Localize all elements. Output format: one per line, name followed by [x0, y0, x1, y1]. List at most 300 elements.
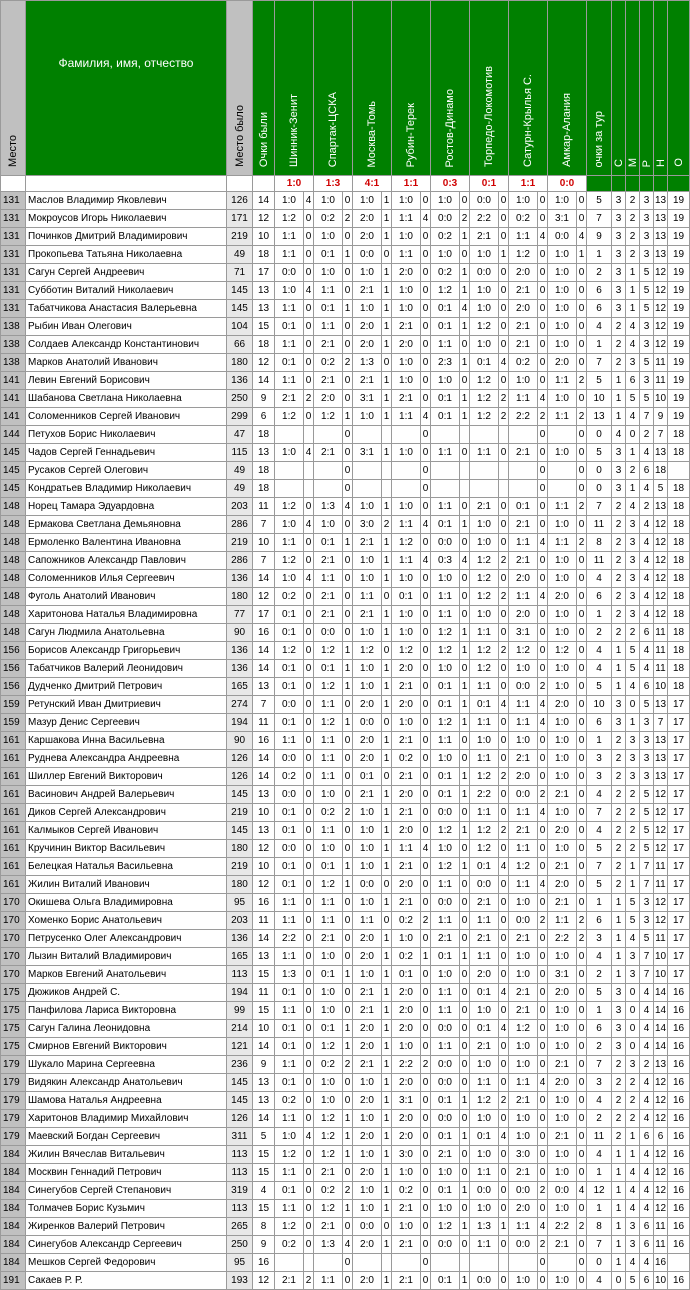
stat-cell: 17 [668, 876, 690, 894]
prediction-cell: 2:0 [392, 984, 421, 1002]
stat-header-n: Н [654, 1, 668, 176]
prediction-points-cell: 0 [538, 660, 548, 678]
stat-cell: 5 [640, 354, 654, 372]
prediction-cell: 0:1 [275, 876, 304, 894]
stat-cell: 14 [654, 1002, 668, 1020]
prediction-cell [509, 1254, 538, 1272]
prediction-points-cell: 0 [343, 552, 353, 570]
prediction-cell: 0:2 [431, 228, 460, 246]
prediction-points-cell: 0 [460, 1020, 470, 1038]
prev-place-cell: 250 [227, 390, 253, 408]
tour-points-cell: 11 [587, 516, 612, 534]
prediction-points-cell: 2 [421, 912, 431, 930]
stat-cell: 10 [654, 1272, 668, 1290]
prev-place-cell: 250 [227, 1236, 253, 1254]
stat-cell: 3 [612, 282, 626, 300]
prediction-points-cell: 2 [577, 372, 587, 390]
prediction-points-cell: 4 [577, 228, 587, 246]
tour-points-cell: 7 [587, 1056, 612, 1074]
prediction-points-cell: 1 [382, 444, 392, 462]
prediction-points-cell: 4 [538, 1074, 548, 1092]
prediction-points-cell: 0 [538, 642, 548, 660]
prediction-cell: 1:0 [353, 858, 382, 876]
prediction-cell: 1:1 [314, 1272, 343, 1290]
prev-points-cell: 15 [253, 318, 275, 336]
prediction-cell: 2:2 [470, 210, 499, 228]
prediction-points-cell [499, 426, 509, 444]
name-cell: Солдаев Александр Константинович [26, 336, 227, 354]
prediction-cell: 0:2 [275, 768, 304, 786]
tour-points-cell: 7 [587, 354, 612, 372]
prediction-cell: 1:2 [353, 642, 382, 660]
stat-cell: 3 [640, 192, 654, 210]
stat-cell: 1 [626, 876, 640, 894]
prev-place-cell: 115 [227, 444, 253, 462]
prev-place-cell: 49 [227, 462, 253, 480]
stat-cell: 3 [626, 354, 640, 372]
prediction-cell: 2:1 [509, 444, 538, 462]
stat-cell: 2 [640, 1056, 654, 1074]
stat-cell: 16 [668, 1218, 690, 1236]
tour-points-cell: 1 [587, 606, 612, 624]
prediction-cell: 2:0 [548, 588, 577, 606]
prediction-points-cell: 0 [577, 282, 587, 300]
tour-points-cell: 1 [587, 732, 612, 750]
prev-points-cell: 18 [253, 426, 275, 444]
stat-cell: 2 [626, 210, 640, 228]
table-row [1, 714, 690, 732]
stat-cell: 3 [626, 534, 640, 552]
name-cell: Фуголь Анатолий Иванович [26, 588, 227, 606]
prediction-points-cell: 1 [460, 1218, 470, 1236]
name-cell: Жилин Вячеслав Витальевич [26, 1146, 227, 1164]
prediction-points-cell: 0 [460, 930, 470, 948]
stat-cell: 17 [668, 930, 690, 948]
prediction-cell: 1:0 [548, 1164, 577, 1182]
prediction-cell: 1:0 [431, 750, 460, 768]
prev-place-cell: 145 [227, 1092, 253, 1110]
prediction-points-cell: 0 [382, 768, 392, 786]
stat-cell: 2 [612, 732, 626, 750]
prediction-points-cell: 0 [538, 318, 548, 336]
prediction-points-cell: 1 [382, 1272, 392, 1290]
prediction-cell: 2:0 [392, 660, 421, 678]
table-row [1, 1056, 690, 1074]
prediction-cell: 2:0 [353, 336, 382, 354]
prediction-cell: 1:0 [548, 804, 577, 822]
prediction-points-cell: 0 [421, 1092, 431, 1110]
table-row [1, 480, 690, 498]
place-cell: 175 [1, 1038, 26, 1056]
prediction-points-cell: 0 [577, 1110, 587, 1128]
stat-header-o: О [668, 1, 690, 176]
name-cell: Белецкая Наталья Васильевна [26, 858, 227, 876]
prev-place-cell: 113 [227, 1164, 253, 1182]
prediction-points-cell: 1 [382, 318, 392, 336]
prediction-cell: 2:1 [314, 1164, 343, 1182]
prediction-cell: 1:2 [314, 1200, 343, 1218]
tour-points-cell: 6 [587, 588, 612, 606]
prediction-points-cell: 0 [343, 750, 353, 768]
prediction-cell [548, 480, 577, 498]
prev-points-cell: 15 [253, 1146, 275, 1164]
prediction-cell: 1:2 [509, 858, 538, 876]
tour-points-cell: 8 [587, 1218, 612, 1236]
name-cell: Сагун Сергей Андреевич [26, 264, 227, 282]
table-row [1, 300, 690, 318]
prediction-cell: 0:0 [275, 840, 304, 858]
prediction-cell: 2:1 [392, 858, 421, 876]
prediction-points-cell: 0 [538, 966, 548, 984]
prediction-cell: 2:0 [548, 984, 577, 1002]
tour-points-cell: 7 [587, 1236, 612, 1254]
prediction-points-cell: 2 [460, 210, 470, 228]
prediction-points-cell: 0 [421, 660, 431, 678]
prediction-cell: 0:2 [392, 948, 421, 966]
prediction-cell: 1:0 [353, 1200, 382, 1218]
prev-place-cell: 136 [227, 570, 253, 588]
match-result: 1:1 [509, 176, 548, 192]
prediction-cell: 1:0 [470, 282, 499, 300]
name-cell: Рыбин Иван Олегович [26, 318, 227, 336]
stat-cell: 4 [640, 588, 654, 606]
prediction-cell: 1:1 [548, 912, 577, 930]
prediction-cell: 2:0 [509, 570, 538, 588]
prediction-points-cell: 2 [304, 390, 314, 408]
stat-cell: 2 [626, 246, 640, 264]
tour-points-cell: 8 [587, 534, 612, 552]
prediction-points-cell: 0 [343, 732, 353, 750]
prediction-cell: 1:2 [314, 1128, 343, 1146]
prediction-points-cell: 0 [421, 606, 431, 624]
place-cell: 159 [1, 696, 26, 714]
prediction-cell: 1:0 [314, 840, 343, 858]
tour-points-cell: 5 [587, 444, 612, 462]
prediction-points-cell: 4 [538, 876, 548, 894]
prediction-cell [314, 480, 343, 498]
prediction-cell: 0:0 [353, 876, 382, 894]
stat-cell: 4 [640, 1020, 654, 1038]
prediction-cell: 1:2 [314, 1110, 343, 1128]
stat-cell: 5 [626, 642, 640, 660]
prediction-points-cell: 4 [538, 696, 548, 714]
place-cell: 144 [1, 426, 26, 444]
stat-cell: 16 [668, 1182, 690, 1200]
tour-points-cell: 2 [587, 1110, 612, 1128]
prev-points-header: Очки были [253, 1, 275, 176]
table-row [1, 552, 690, 570]
prediction-cell: 0:2 [275, 1092, 304, 1110]
prediction-cell: 1:0 [548, 768, 577, 786]
stat-cell: 0 [612, 1272, 626, 1290]
prediction-points-cell: 0 [304, 750, 314, 768]
prediction-points-cell: 1 [382, 786, 392, 804]
table-row [1, 210, 690, 228]
prev-place-cell: 90 [227, 624, 253, 642]
stat-cell: 1 [626, 714, 640, 732]
stat-cell: 7 [640, 948, 654, 966]
prev-points-cell: 14 [253, 642, 275, 660]
prediction-points-cell: 0 [304, 1110, 314, 1128]
prediction-cell: 1:1 [509, 588, 538, 606]
prediction-points-cell: 0 [499, 1074, 509, 1092]
prev-place-cell: 165 [227, 678, 253, 696]
prediction-cell: 0:0 [431, 210, 460, 228]
prev-points-cell: 16 [253, 624, 275, 642]
stat-cell: 18 [668, 444, 690, 462]
prediction-cell: 2:0 [392, 336, 421, 354]
prediction-cell: 2:1 [470, 1038, 499, 1056]
stat-cell: 3 [626, 750, 640, 768]
prediction-cell: 0:1 [470, 1020, 499, 1038]
stat-cell: 3 [640, 372, 654, 390]
prediction-points-cell: 0 [499, 282, 509, 300]
stat-cell: 2 [612, 534, 626, 552]
prev-points-cell: 11 [253, 984, 275, 1002]
prev-place-cell: 136 [227, 642, 253, 660]
stat-cell: 2 [626, 804, 640, 822]
prediction-points-cell: 4 [460, 552, 470, 570]
table-row [1, 840, 690, 858]
prev-place-cell: 180 [227, 840, 253, 858]
prediction-cell: 2:0 [392, 264, 421, 282]
prediction-points-cell: 0 [421, 714, 431, 732]
prev-points-cell: 13 [253, 786, 275, 804]
prediction-cell: 2:1 [275, 390, 304, 408]
prev-points-cell: 15 [253, 966, 275, 984]
prediction-points-cell: 1 [382, 858, 392, 876]
prediction-points-cell: 0 [460, 498, 470, 516]
prediction-cell: 1:0 [548, 318, 577, 336]
name-cell: Ермоленко Валентина Ивановна [26, 534, 227, 552]
tour-points-cell: 12 [587, 1182, 612, 1200]
tour-points-cell: 2 [587, 966, 612, 984]
table-row [1, 1236, 690, 1254]
stat-cell: 7 [654, 714, 668, 732]
prediction-points-cell: 1 [382, 696, 392, 714]
prediction-points-cell: 0 [460, 336, 470, 354]
prediction-points-cell: 1 [460, 642, 470, 660]
prediction-cell: 1:0 [548, 606, 577, 624]
prediction-cell: 0:1 [431, 1128, 460, 1146]
prediction-cell: 1:2 [275, 408, 304, 426]
prediction-cell: 1:2 [470, 372, 499, 390]
prediction-cell: 1:1 [314, 318, 343, 336]
prediction-cell: 2:1 [314, 336, 343, 354]
stat-cell: 3 [626, 966, 640, 984]
stat-cell: 2 [612, 768, 626, 786]
table-row [1, 462, 690, 480]
prediction-cell: 1:1 [509, 228, 538, 246]
prediction-points-cell: 2 [577, 912, 587, 930]
prev-place-cell: 126 [227, 750, 253, 768]
prediction-points-cell: 1 [460, 228, 470, 246]
stat-cell: 2 [626, 462, 640, 480]
prediction-cell: 2:1 [353, 1002, 382, 1020]
prediction-cell: 1:0 [353, 678, 382, 696]
stat-cell: 4 [640, 1146, 654, 1164]
table-row [1, 768, 690, 786]
stat-cell: 1 [612, 408, 626, 426]
prediction-cell: 0:2 [392, 912, 421, 930]
prediction-cell: 2:1 [392, 1236, 421, 1254]
prediction-cell: 0:0 [509, 678, 538, 696]
prediction-cell: 0:0 [431, 1074, 460, 1092]
prediction-points-cell: 4 [421, 516, 431, 534]
table-row [1, 426, 690, 444]
prediction-points-cell: 2 [304, 1272, 314, 1290]
prediction-points-cell: 0 [499, 210, 509, 228]
stat-cell: 5 [640, 300, 654, 318]
stat-cell: 5 [626, 894, 640, 912]
prediction-points-cell: 1 [382, 1146, 392, 1164]
prediction-cell: 2:1 [353, 984, 382, 1002]
prediction-points-cell: 0 [577, 840, 587, 858]
prediction-cell: 2:1 [548, 1236, 577, 1254]
prediction-cell: 1:2 [314, 1038, 343, 1056]
stat-cell: 5 [626, 1272, 640, 1290]
stat-cell: 4 [640, 1200, 654, 1218]
prediction-points-cell: 0 [460, 192, 470, 210]
stat-cell: 2 [612, 1056, 626, 1074]
tour-points-cell: 7 [587, 210, 612, 228]
prev-points-cell: 9 [253, 1056, 275, 1074]
prev-points-cell: 14 [253, 750, 275, 768]
tour-points-cell: 1 [587, 894, 612, 912]
prev-points-cell: 15 [253, 1002, 275, 1020]
prev-points-cell: 12 [253, 876, 275, 894]
stat-cell: 18 [668, 534, 690, 552]
prediction-points-cell: 2 [499, 768, 509, 786]
prediction-cell: 1:0 [509, 1110, 538, 1128]
name-cell: Маслов Владимир Яковлевич [26, 192, 227, 210]
prediction-cell: 0:2 [431, 264, 460, 282]
stat-cell: 19 [668, 210, 690, 228]
prediction-points-cell: 0 [538, 210, 548, 228]
stat-cell: 16 [668, 1074, 690, 1092]
prediction-points-cell: 0 [499, 930, 509, 948]
prediction-points-cell: 0 [499, 570, 509, 588]
prediction-cell: 0:1 [392, 588, 421, 606]
prev-points-cell: 18 [253, 336, 275, 354]
stat-cell: 3 [640, 768, 654, 786]
place-cell: 131 [1, 246, 26, 264]
stat-cell: 3 [612, 1020, 626, 1038]
prediction-cell: 0:2 [275, 588, 304, 606]
prediction-cell: 1:1 [314, 768, 343, 786]
prediction-points-cell: 0 [343, 1254, 353, 1272]
prediction-cell: 1:0 [392, 1164, 421, 1182]
prediction-points-cell: 4 [421, 840, 431, 858]
prediction-cell: 1:0 [392, 1038, 421, 1056]
stat-cell: 4 [640, 660, 654, 678]
place-cell: 179 [1, 1128, 26, 1146]
stat-cell: 2 [626, 822, 640, 840]
stat-cell: 2 [612, 498, 626, 516]
table-row [1, 930, 690, 948]
stat-cell: 11 [654, 1236, 668, 1254]
stat-cell: 4 [640, 444, 654, 462]
stat-cell: 11 [654, 1218, 668, 1236]
prediction-cell: 1:0 [548, 624, 577, 642]
prediction-cell: 1:0 [353, 894, 382, 912]
prediction-cell: 1:0 [314, 264, 343, 282]
prev-points-cell: 12 [253, 354, 275, 372]
prediction-points-cell: 1 [460, 678, 470, 696]
prediction-points-cell [460, 426, 470, 444]
name-cell: Марков Евгений Анатольевич [26, 966, 227, 984]
prediction-cell: 0:1 [314, 966, 343, 984]
stat-cell: 9 [654, 408, 668, 426]
prediction-points-cell: 0 [577, 1236, 587, 1254]
stat-cell: 2 [612, 624, 626, 642]
prediction-points-cell: 0 [421, 372, 431, 390]
prev-points-cell: 16 [253, 894, 275, 912]
place-cell: 141 [1, 390, 26, 408]
prediction-cell: 1:0 [548, 1200, 577, 1218]
stat-cell: 2 [612, 1110, 626, 1128]
prediction-cell: 1:2 [275, 1146, 304, 1164]
table-row [1, 696, 690, 714]
prediction-points-cell: 0 [538, 840, 548, 858]
prediction-points-cell: 0 [538, 570, 548, 588]
prediction-cell [431, 462, 460, 480]
prediction-cell: 0:0 [353, 246, 382, 264]
prediction-points-cell: 0 [499, 804, 509, 822]
prediction-cell: 2:0 [509, 768, 538, 786]
prediction-points-cell [304, 1254, 314, 1272]
prediction-points-cell: 0 [421, 966, 431, 984]
prediction-points-cell: 0 [460, 1110, 470, 1128]
prediction-points-cell: 1 [382, 1056, 392, 1074]
prediction-cell: 2:1 [509, 1164, 538, 1182]
prediction-cell: 1:1 [314, 912, 343, 930]
prediction-points-cell: 0 [499, 192, 509, 210]
prediction-points-cell: 0 [538, 930, 548, 948]
prediction-cell: 3:0 [392, 1146, 421, 1164]
prediction-points-cell: 1 [343, 642, 353, 660]
prediction-cell: 0:1 [275, 858, 304, 876]
prediction-cell: 2:1 [314, 588, 343, 606]
stat-cell: 11 [654, 624, 668, 642]
stat-cell: 2 [612, 354, 626, 372]
prediction-cell: 1:0 [470, 246, 499, 264]
prediction-points-cell: 0 [343, 570, 353, 588]
prediction-cell: 1:1 [314, 696, 343, 714]
prediction-points-cell: 0 [499, 948, 509, 966]
tour-points-cell: 6 [587, 714, 612, 732]
prediction-cell: 2:1 [509, 1092, 538, 1110]
prediction-points-cell: 0 [499, 732, 509, 750]
prediction-points-cell: 0 [538, 426, 548, 444]
prediction-cell: 2:1 [548, 894, 577, 912]
stat-cell: 2 [612, 516, 626, 534]
name-cell: Видякин Александр Анатольевич [26, 1074, 227, 1092]
prediction-points-cell: 0 [460, 840, 470, 858]
prediction-cell: 2:1 [470, 894, 499, 912]
prediction-points-cell: 4 [499, 696, 509, 714]
prediction-cell: 1:1 [353, 912, 382, 930]
prediction-points-cell: 0 [343, 786, 353, 804]
prediction-cell: 1:1 [470, 678, 499, 696]
stat-cell: 3 [612, 696, 626, 714]
prediction-points-cell: 0 [460, 1038, 470, 1056]
prediction-points-cell: 0 [421, 192, 431, 210]
place-cell: 161 [1, 822, 26, 840]
prediction-cell: 2:1 [509, 318, 538, 336]
prediction-points-cell: 0 [460, 660, 470, 678]
prediction-cell: 1:2 [314, 408, 343, 426]
